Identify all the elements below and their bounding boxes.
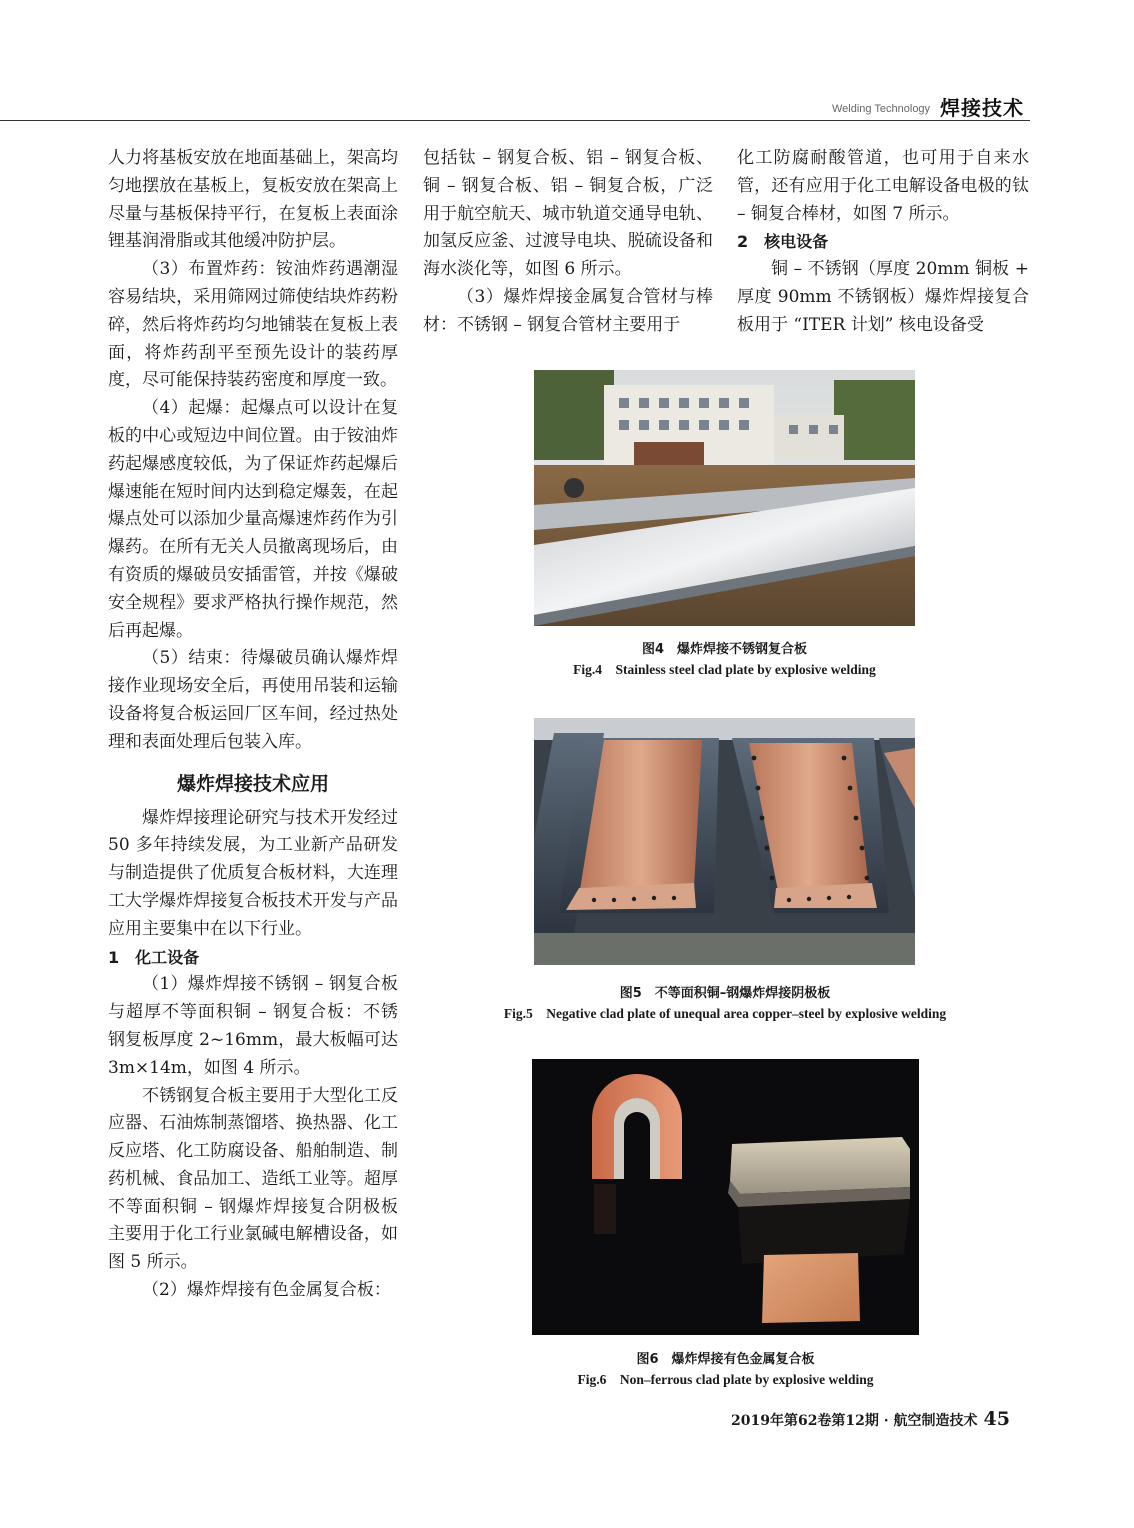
subsection-heading: 1 化工设备 bbox=[108, 947, 200, 967]
subsection-heading: 2 核电设备 bbox=[737, 232, 829, 252]
figure-caption-cn: 图4 爆炸焊接不锈钢复合板 bbox=[641, 642, 808, 657]
figure-5-photo bbox=[534, 718, 915, 965]
page-number: 45 bbox=[983, 1408, 1010, 1430]
paragraph: 包括钛 – 钢复合板、铝 – 钢复合板、铜 – 钢复合板、铝 – 铜复合板，广泛用于航空航天、城市轨道交通导电轨、加氢反应釜、过渡导电块、脱硫设备和海水淡化等，如图 6 所示。 bbox=[423, 148, 713, 280]
figure-5-caption bbox=[470, 984, 980, 1024]
paragraph: 铜 – 不锈钢（厚度 20mm 铜板 + 厚度 90mm 不锈钢板）爆炸焊接复合板用于 “ITER 计划” 核电设备受 bbox=[737, 259, 1029, 335]
paragraph: （3）布置炸药：铵油炸药遇潮湿容易结块，采用筛网过筛使结块炸药粉碎，然后将炸药均匀地铺装在复板上表面，将炸药刮平至预先设计的装药厚度，尽可能保持装药密度和厚度一致。 bbox=[108, 259, 398, 391]
header-divider bbox=[0, 120, 1030, 121]
paragraph: 化工防腐耐酸管道，也可用于自来水管，还有应用于化工电解设备电极的钛 – 铜复合棒材，如图 7 所示。 bbox=[737, 148, 1029, 224]
paragraph: 人力将基板安放在地面基础上，架高均匀地摆放在基板上，复板安放在架高上尽量与基板保持平行，在复板上表面涂锂基润滑脂或其他缓冲防护层。 bbox=[108, 148, 398, 252]
text-column-middle bbox=[423, 145, 713, 340]
paragraph: （5）结束：待爆破员确认爆炸焊接作业现场安全后，再使用吊装和运输设备将复合板运回厂区车间，经过热处理和表面处理后包装入库。 bbox=[108, 648, 398, 752]
paragraph: 不锈钢复合板主要用于大型化工反应器、石油炼制蒸馏塔、换热器、化工反应塔、化工防腐设备、船舶制造、制药机械、食品加工、造纸工业等。超厚不等面积铜 – 钢爆炸焊接复合阴极板主要用于化工行业氯碱电解槽设备，如图 5 所示。 bbox=[108, 1085, 398, 1273]
figure-6-photo bbox=[532, 1059, 919, 1335]
paragraph: 爆炸焊接理论研究与技术开发经过 50 多年持续发展，为工业新产品研发与制造提供了优质复合板材料，大连理工大学爆炸焊接复合板技术开发与产品应用主要集中在以下行业。 bbox=[108, 807, 398, 939]
text-column-right bbox=[737, 145, 1029, 340]
text-column-left bbox=[108, 145, 398, 1305]
figure-6-caption bbox=[532, 1350, 919, 1390]
figure-caption-en: Fig.4 Stainless steel clad plate by explosive welding bbox=[573, 662, 876, 677]
figure-4-caption bbox=[534, 640, 915, 680]
figure-caption-en: Fig.6 Non–ferrous clad plate by explosive welding bbox=[577, 1372, 874, 1387]
figure-caption-cn: 图5 不等面积铜–钢爆炸焊接阴极板 bbox=[619, 986, 831, 1001]
issue-info: 2019年第62卷第12期 · 航空制造技术 bbox=[730, 1413, 978, 1429]
paragraph: （1）爆炸焊接不锈钢 – 钢复合板与超厚不等面积铜 – 钢复合板：不锈钢复板厚度 2~16mm，最大板幅可达 3m×14m，如图 4 所示。 bbox=[108, 974, 398, 1078]
page-footer bbox=[690, 1408, 1010, 1430]
figure-caption-en: Fig.5 Negative clad plate of unequal area copper–steel by explosive welding bbox=[503, 1006, 947, 1021]
journal-section-english: Welding Technology bbox=[832, 103, 931, 115]
paragraph: （3）爆炸焊接金属复合管材与棒材：不锈钢 – 钢复合管材主要用于 bbox=[423, 286, 713, 335]
paragraph: （4）起爆：起爆点可以设计在复板的中心或短边中间位置。由于铵油炸药起爆感度较低，为了保证炸药起爆后爆速能在短时间内达到稳定爆轰，在起爆点处可以添加少量高爆速炸药作为引爆药。在所有无关人员撤离现场后，由有资质的爆破员安插雷管，并按《爆破安全规程》要求严格执行操作规范，然后再起爆。 bbox=[108, 398, 398, 641]
figure-4-photo bbox=[534, 370, 915, 626]
figure-caption-cn: 图6 爆炸焊接有色金属复合板 bbox=[636, 1352, 815, 1367]
section-heading: 爆炸焊接技术应用 bbox=[176, 772, 329, 795]
journal-section-title: 焊接技术 bbox=[940, 96, 1024, 120]
paragraph: （2）爆炸焊接有色金属复合板： bbox=[142, 1280, 391, 1301]
